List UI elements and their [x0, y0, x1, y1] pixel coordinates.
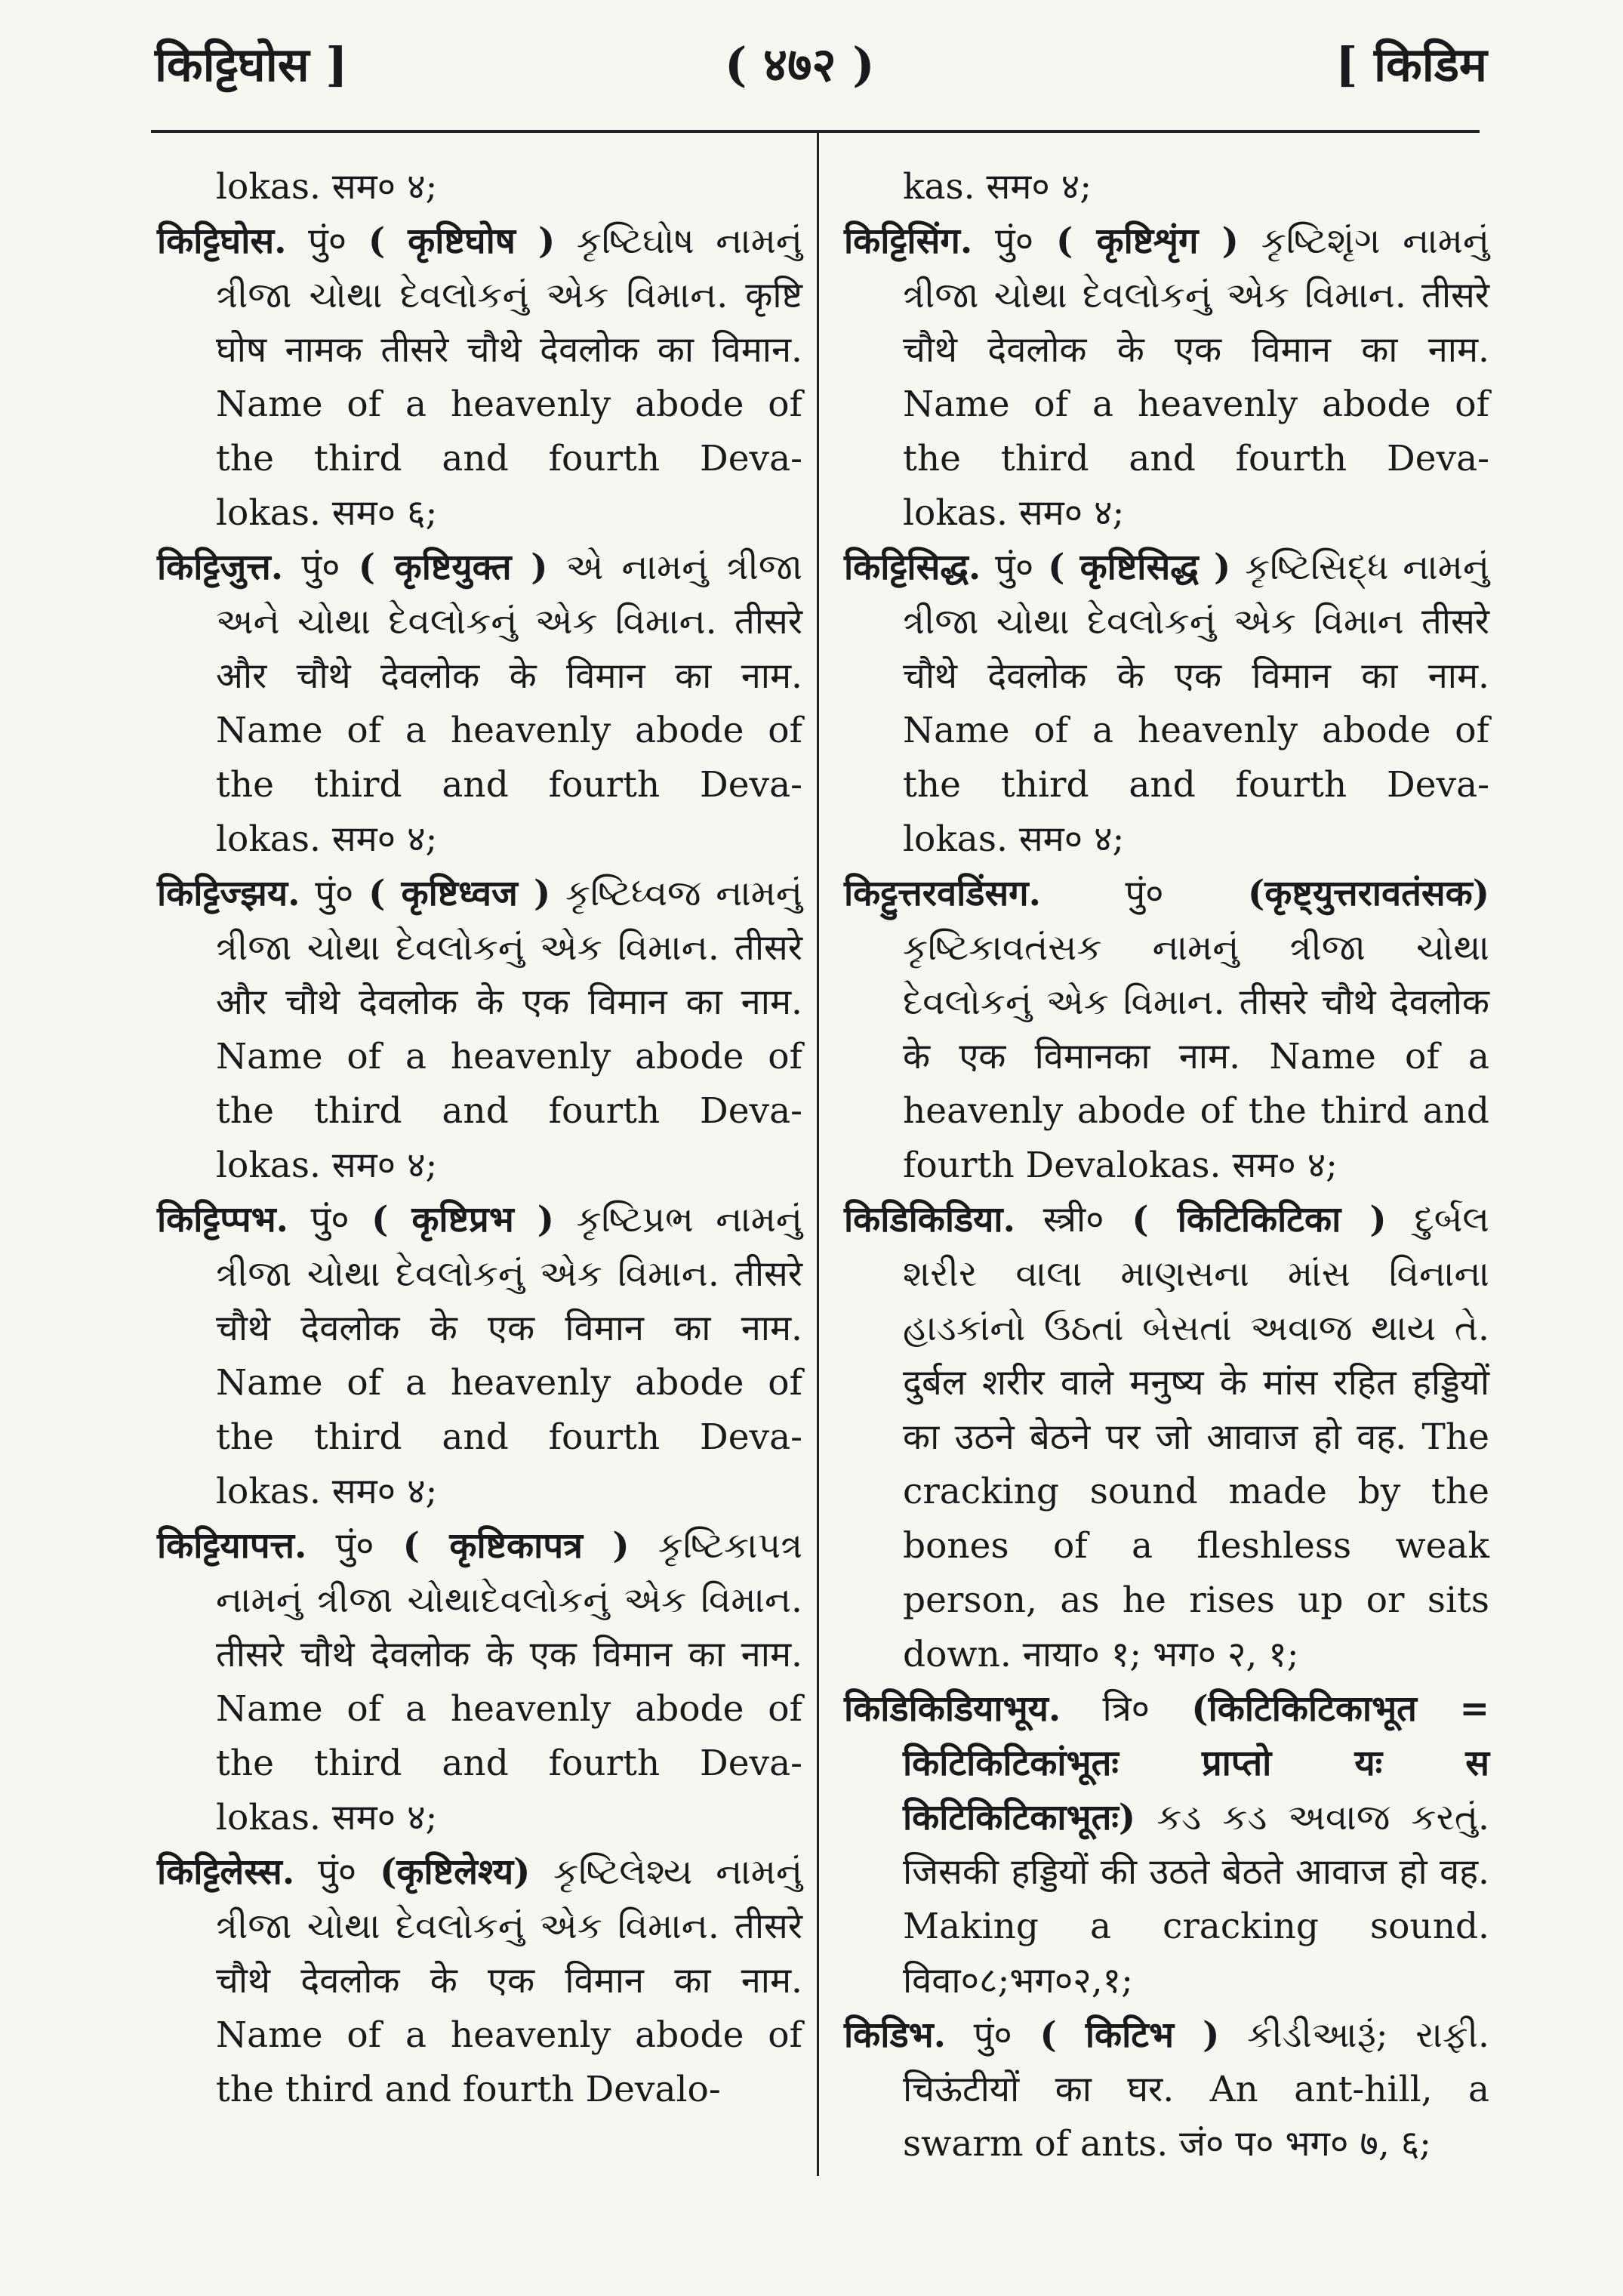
source-reference: सम० ६;	[331, 492, 438, 534]
dictionary-entry	[844, 867, 1489, 1193]
page-header	[0, 23, 1623, 113]
part-of-speech: त्रि०	[1102, 1688, 1150, 1730]
dictionary-entry	[157, 1845, 802, 2117]
sanskrit-equivalent: (किटिकिटिकाभूत = किटिकिटिकांभूतः प्राप्तो यः स किटिकिटिकाभूतः)	[903, 1688, 1489, 1838]
dictionary-entry	[157, 1193, 802, 1519]
source-reference: सम० ४;	[331, 1145, 438, 1186]
hindi-gloss: दुर्बल शरीर वाले मनुष्य के मांस रहित हड्डियों का उठने बेठने पर जो आवाज हो वह.	[903, 1362, 1489, 1458]
headword: किट्टियापत्त.	[157, 1525, 307, 1567]
source-reference: विवा०८;भग०२,१;	[903, 1960, 1133, 2002]
dictionary-entry	[157, 867, 802, 1193]
headword: किडिभ.	[844, 2014, 946, 2056]
english-gloss: Name of a heavenly abode of the third and fourth Deva- lokas.	[216, 1688, 802, 1838]
headword: किडिकिडियाभूय.	[844, 1688, 1061, 1730]
sanskrit-equivalent: ( कृष्टिप्रभ )	[371, 1199, 554, 1240]
header-rule	[151, 130, 1480, 133]
part-of-speech: पुं०	[301, 547, 340, 588]
headword: किट्टिजुत्त.	[157, 547, 284, 588]
headword: किट्टिज्झय.	[157, 873, 300, 914]
gujarati-gloss: કૃષ્ટિધ્વજ નામનું ત્રીજા ચોથા દેવલોકનું એક વિમાન.	[216, 873, 802, 969]
english-gloss: Name of a heavenly abode of the third and fourth Devalokas.	[903, 1036, 1489, 1186]
english-gloss: The cracking sound made by the bones of a fleshless weak person, as he rises up or sits down.	[903, 1416, 1489, 1675]
gujarati-gloss: કૃષ્ટિલેશ્ય નામનું ત્રીજા ચોથા દેવલોકનું એક વિમાન.	[216, 1851, 802, 1947]
english-gloss: Making a cracking sound.	[903, 1906, 1489, 1947]
gujarati-gloss: દુર્બલ શરીર વાલા માણસના માંસ વિનાના હાડકાંનો ઉઠતાં બેસતાં અવાજ થાય તે.	[903, 1199, 1489, 1349]
hindi-gloss: तीसरे चौथे देवलोक के एक विमान का नाम.	[216, 1253, 802, 1349]
gujarati-gloss: કૃષ્ટિપ્રભ નામનું ત્રીજા ચોથા દેવલોકનું એક વિમાન.	[216, 1199, 802, 1295]
headword: किट्टिघोस.	[157, 220, 287, 262]
english-gloss: An ant-hill, a swarm of ants.	[903, 2069, 1489, 2165]
right-column	[844, 160, 1489, 2171]
dictionary-entry	[157, 1519, 802, 1845]
source-reference: सम० ४;	[1018, 492, 1125, 534]
headword: किट्टुत्तरवडिंसग.	[844, 873, 1041, 914]
sanskrit-equivalent: (कृष्टिलेश्य)	[380, 1851, 531, 1893]
gujarati-gloss: કૃષ્ટિસિદ્ધ નામનું ત્રીજા ચોથા દેવલોકનું એક વિમાન	[903, 547, 1489, 643]
hindi-gloss: तीसरे चौथे देवलोक के एक विमान का नाम.	[216, 1634, 802, 1675]
left-entry-list	[157, 214, 802, 2117]
gujarati-gloss: એ નામનું ત્રીજા અને ચોથા દેવલોકનું એક વિમાન.	[216, 547, 802, 643]
source-reference: सम० ४;	[1232, 1145, 1338, 1186]
english-gloss: Name of a heavenly abode of the third and fourth Deva- lokas.	[903, 384, 1489, 534]
gujarati-gloss: કૃષ્ટિકાપત્ર નામનું ત્રીજા ચોથાદેવલોકનું એક વિમાન.	[216, 1525, 802, 1621]
hindi-gloss: तीसरे चौथे देवलोक के एक विमान का नाम.	[903, 601, 1489, 697]
sanskrit-equivalent: ( किटिभ )	[1039, 2014, 1220, 2056]
sanskrit-equivalent: ( किटिकिटिका )	[1132, 1199, 1387, 1240]
gujarati-gloss: કીડીઆરૂં; રાફી.	[1247, 2014, 1489, 2056]
source-reference: सम० ४;	[1018, 818, 1125, 860]
dictionary-entry	[157, 214, 802, 541]
english-gloss: Name of a heavenly abode of the third and fourth Deva- lokas.	[216, 710, 802, 860]
part-of-speech: पुं०	[335, 1525, 374, 1567]
gujarati-gloss: કૃષ્ટિકાવતંસક નામનું ત્રીજા ચોથા દેવલોકનું એક વિમાન.	[903, 927, 1489, 1023]
hindi-gloss: तीसरे चौथे देवलोक के एक विमान का नाम.	[903, 275, 1489, 371]
dictionary-entry	[844, 1682, 1489, 2008]
dictionary-entry	[844, 541, 1489, 867]
sanskrit-equivalent: ( कृष्टिशृंग )	[1056, 220, 1239, 262]
continuation-text: lokas. सम० ४;	[216, 166, 438, 208]
column-divider	[817, 130, 819, 2176]
headword: किडिकिडिया.	[844, 1199, 1015, 1240]
english-gloss: Name of a heavenly abode of the third and fourth Deva- lokas.	[216, 384, 802, 534]
part-of-speech: स्त्री०	[1042, 1199, 1104, 1240]
sanskrit-equivalent: ( कृष्टिकापत्र )	[402, 1525, 630, 1567]
hindi-gloss: कृष्टि घोष नामक तीसरे चौथे देवलोक का विमान.	[216, 275, 802, 371]
english-gloss: Name of a heavenly abode of the third and fourth Deva- lokas.	[216, 1036, 802, 1186]
dictionary-entry	[844, 2008, 1489, 2171]
headword: किट्टिसिद्ध.	[844, 547, 981, 588]
hindi-gloss: तीसरे चौथे देवलोक के एक विमान का नाम.	[216, 1906, 802, 2002]
dictionary-entry	[844, 214, 1489, 541]
continuation-text: kas. सम० ४;	[903, 166, 1092, 208]
hindi-gloss: तीसरे चौथे देवलोक के एक विमानका नाम.	[903, 982, 1489, 1077]
left-column	[157, 160, 802, 2117]
hindi-gloss: तीसरे और चौथे देवलोक के एक विमान का नाम.	[216, 927, 802, 1023]
part-of-speech: पुं०	[308, 220, 347, 262]
gujarati-gloss: કૃષ્ટિશૃંગ નામનું ત્રીજા ચોથા દેવલોકનું એક વિમાન.	[903, 220, 1489, 316]
part-of-speech: पुं०	[1125, 873, 1164, 914]
sanskrit-equivalent: ( कृष्टियुक्त )	[358, 547, 548, 588]
hindi-gloss: तीसरे और चौथे देवलोक के विमान का नाम.	[216, 601, 802, 697]
source-reference: जं० प० भग० ७, ६;	[1179, 2123, 1431, 2165]
source-reference: सम० ४;	[331, 818, 438, 860]
part-of-speech: पुं०	[973, 2014, 1012, 2056]
sanskrit-equivalent: ( कृष्टिध्वज )	[368, 873, 551, 914]
source-reference: सम० ४;	[331, 1471, 438, 1512]
header-right-guideword: [ किडिम	[1335, 37, 1487, 92]
dictionary-entry	[844, 1193, 1489, 1682]
source-reference: नाया० १; भग० २, १;	[1022, 1634, 1299, 1675]
right-entry-list	[844, 214, 1489, 2171]
header-left-guideword: किट्टिघोस ]	[155, 37, 348, 92]
headword: किट्टिलेस्स.	[157, 1851, 295, 1893]
sanskrit-equivalent: ( कृष्टिघोष )	[368, 220, 556, 262]
english-gloss: Name of a heavenly abode of the third and fourth Deva- lokas.	[216, 1362, 802, 1512]
page-number: ( ४७२ )	[725, 37, 875, 92]
part-of-speech: पुं०	[995, 547, 1034, 588]
part-of-speech: पुं०	[318, 1851, 357, 1893]
headword: किट्टिप्पभ.	[157, 1199, 289, 1240]
hindi-gloss: जिसकी हड्डियों की उठते बेठते आवाज हो वह.	[903, 1851, 1489, 1893]
gujarati-gloss: કૃષ્ટિઘોષ નામનું ત્રીજા ચોથા દેવલોકનું એક વિમાન.	[216, 220, 802, 316]
dictionary-entry	[157, 541, 802, 867]
gujarati-gloss: કડ કડ અવાજ કરતું.	[1156, 1797, 1489, 1838]
part-of-speech: पुं०	[315, 873, 354, 914]
english-gloss: Name of a heavenly abode of the third and fourth Devalo-	[216, 2014, 802, 2110]
headword: किट्टिसिंग.	[844, 220, 973, 262]
part-of-speech: पुं०	[310, 1199, 350, 1240]
hindi-gloss: चिऊंटीयों का घर.	[903, 2069, 1175, 2110]
english-gloss: Name of a heavenly abode of the third and fourth Deva- lokas.	[903, 710, 1489, 860]
part-of-speech: पुं०	[995, 220, 1034, 262]
source-reference: सम० ४;	[331, 1797, 438, 1838]
sanskrit-equivalent: ( कृष्टिसिद्ध )	[1048, 547, 1231, 588]
sanskrit-equivalent: (कृष्ट्युत्तरावतंसक)	[1248, 873, 1489, 914]
